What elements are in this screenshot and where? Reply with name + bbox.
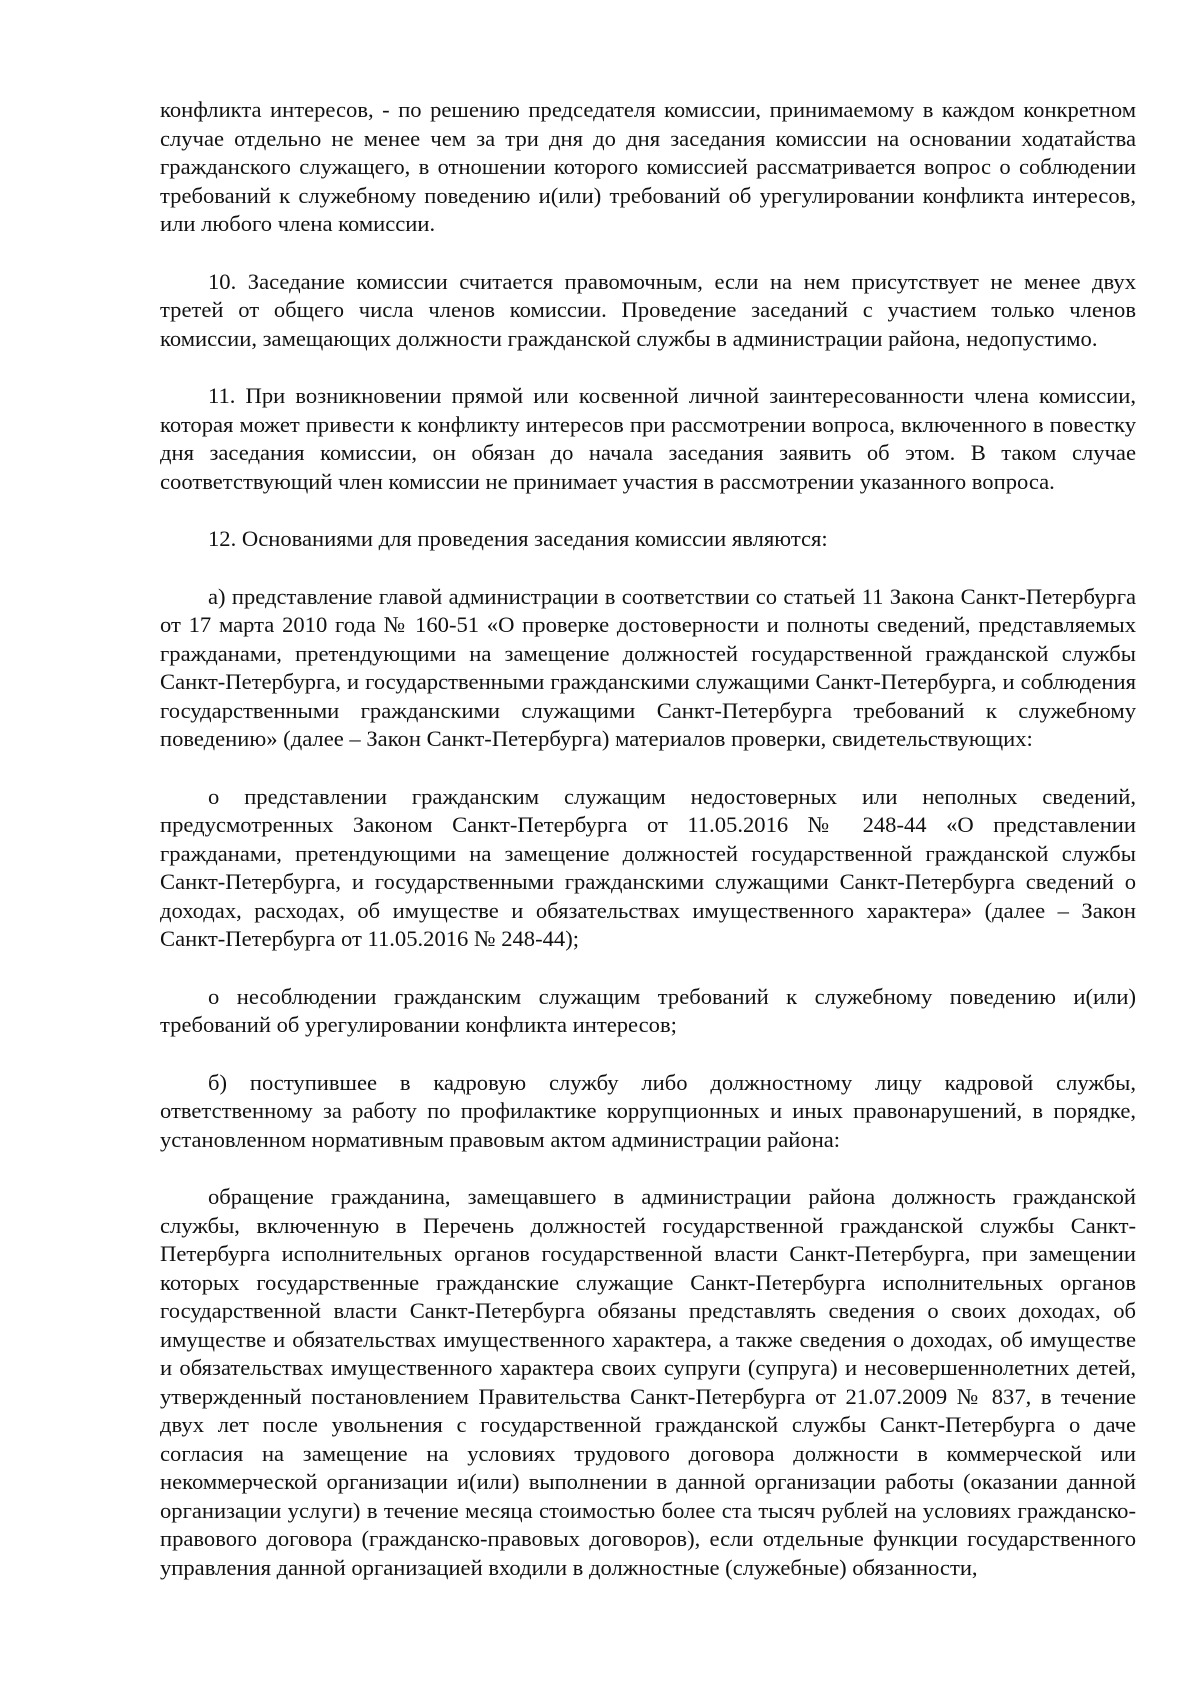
paragraph-12b-item-1: обращение гражданина, замещавшего в администрации района должность гражданской службы, включенную в Перечень должностей государственной гражданской службы Санкт-Петербурга исполнительных органов государственной власти Санкт-Петербурга, при замещении которых государственные гражданские служащие Санкт-Петербурга исполнительных органов государственной власти Санкт-Петербурга обязаны представлять сведения о своих доходах, об имуществе и обязательствах имущественного характера, а также сведения о доходах, об имуществе и обязательствах имущественного характера своих супруги (супруга) и несовершеннолетних детей, утвержденный постановлением Правительства Санкт-Петербурга от 21.07.2009 № 837, в течение двух лет после увольнения с государственной гражданской службы Санкт-Петербурга о даче согласия на замещение на условиях трудового договора должности в коммерческой или некоммерческой организации и(или) выполнении в данной организации работы (оказании данной организации услуги) в течение месяца стоимостью более ста тысяч рублей на условиях гражданско-правового договора (гражданско-правовых договоров), если отдельные функции государственного управления данной организацией входили в должностные (служебные) обязанности,	[160, 1184, 1136, 1580]
paragraph-11: 11. При возникновении прямой или косвенной личной заинтересованности члена комиссии, которая может привести к конфликту интересов при рассмотрении вопроса, включенного в повестку дня заседания комиссии, он обязан до начала заседания заявить об этом. В таком случае соответствующий член комиссии не принимает участия в рассмотрении указанного вопроса.	[160, 383, 1136, 494]
document-page	[160, 96, 1136, 1611]
paragraph-12a-item-1: о представлении гражданским служащим недостоверных или неполных сведений, предусмотренных Законом Санкт-Петербурга от 11.05.2016 № 248-44 «О представлении гражданами, претендующими на замещение должностей государственной гражданской службы Санкт-Петербурга, и государственными гражданскими служащими Санкт-Петербурга сведений о доходах, расходах, об имуществе и обязательствах имущественного характера» (далее – Закон Санкт-Петербурга от 11.05.2016 № 248-44);	[160, 783, 1136, 951]
paragraph-continuation: конфликта интересов, - по решению председателя комиссии, принимаемому в каждом конкретном случае отдельно не менее чем за три дня до дня заседания комиссии на основании ходатайства гражданского служащего, в отношении которого комиссией рассматривается вопрос о соблюдении требований к служебному поведению и(или) требований об урегулировании конфликта интересов, или любого члена комиссии.	[160, 97, 1136, 236]
paragraph-12a-item-2: о несоблюдении гражданским служащим требований к служебному поведению и(или) требований об урегулировании конфликта интересов;	[160, 983, 1136, 1037]
paragraph-12a: а) представление главой администрации в соответствии со статьей 11 Закона Санкт-Петербурга от 17 марта 2010 года № 160-51 «О проверке достоверности и полноты сведений, представляемых гражданами, претендующими на замещение должностей государственной гражданской службы Санкт-Петербурга, и государственными гражданскими служащими Санкт-Петербурга, и соблюдения государственными гражданскими служащими Санкт-Петербурга требований к служебному поведению» (далее – Закон Санкт-Петербурга) материалов проверки, свидетельствующих:	[160, 583, 1136, 751]
paragraph-12: 12. Основаниями для проведения заседания комиссии являются:	[208, 526, 828, 551]
paragraph-10: 10. Заседание комиссии считается правомочным, если на нем присутствует не менее двух третей от общего числа членов комиссии. Проведение заседаний с участием только членов комиссии, замещающих должности гражданской службы в администрации района, недопустимо.	[160, 268, 1136, 351]
paragraph-12b: б) поступившее в кадровую службу либо должностному лицу кадровой службы, ответственному за работу по профилактике коррупционных и иных правонарушений, в порядке, установленном нормативным правовым актом администрации района:	[160, 1069, 1136, 1152]
